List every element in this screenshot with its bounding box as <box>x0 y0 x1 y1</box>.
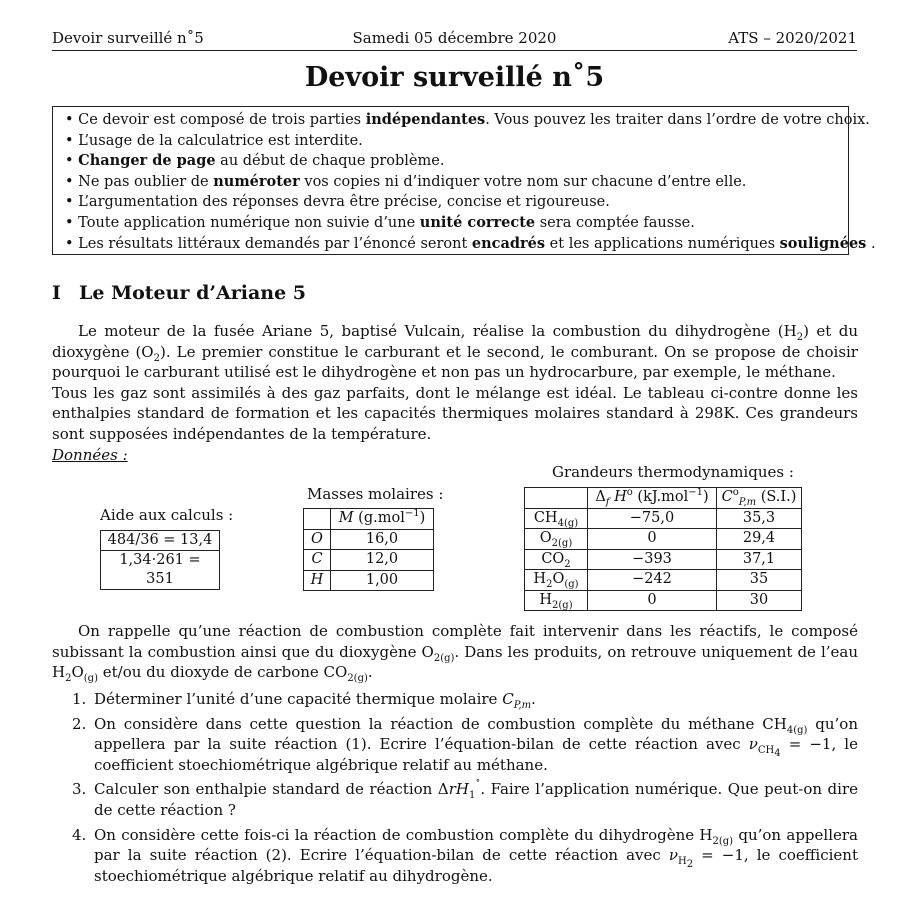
table-row: $O_{2(g)}$ 0 29,4 <box>525 529 802 550</box>
intro-text <box>52 321 858 465</box>
header-left: Devoir surveillé n˚5 <box>52 29 204 47</box>
data-heading: Données : <box>52 445 128 464</box>
section-label: Le Moteur d’Ariane 5 <box>79 282 306 304</box>
rule-item: • Changer de page au début de chaque problème. <box>65 152 445 170</box>
rule-item: • L’argumentation des réponses devra être précise, concise et rigoureuse. <box>65 194 610 211</box>
molar-mass-header: M (g.mol$^{-1}$) <box>331 509 434 530</box>
table-row: $H_2O_{(g)}$ −242 35 <box>525 570 802 591</box>
thermo-title: Grandeurs thermodynamiques : <box>552 463 794 481</box>
recall-text: On rappelle qu’une réaction de combustion complète fait intervenir dans les réactifs, le composé subissant la combustion ainsi que du dioxygène $O_{2(g)}$. Dans les produits, on retrouve uniquement de l’eau $H_2O_{(g)}$ et/ou du dioxyde de carbone $CO_{2(g)}$. <box>52 622 858 685</box>
rule-item: • Toute application numérique non suivie d’une unité correcte sera comptée fausse. <box>65 213 695 231</box>
table-row: H 1,00 <box>304 570 434 591</box>
calc-help-title: Aide aux calculs : <box>100 506 234 524</box>
instructions-box <box>52 106 876 255</box>
section-title <box>52 280 306 306</box>
table-row: C 12,0 <box>304 550 434 571</box>
question-2: 2. On considère dans cette question la réaction de combustion complète du méthane $CH_{4(g)}$ qu’on appellera par la suite réaction (1). Ecrire l’équation-bilan de cette réaction avec $\nu_{CH_4} = -1$, le coefficient stoechiométrique algébrique relatif au méthane. <box>72 714 858 774</box>
section-number: I <box>52 282 61 304</box>
molar-mass-table <box>303 508 434 591</box>
page-header <box>52 28 857 50</box>
header-date: Samedi 05 décembre 2020 <box>352 29 557 47</box>
calc-help-row: 484/36 = 13,4 <box>101 531 220 551</box>
molar-mass-title: Masses molaires : <box>307 485 444 503</box>
thermo-col-capacity: $C^o_{P,m}$ (S.I.) <box>717 488 802 509</box>
intro-paragraph-1: Le moteur de la fusée Ariane 5, baptisé Vulcain, réalise la combustion du dihydrogène $(H_2)$ et du dioxygène $(O_2)$. Le premier constitue le carburant et le second, le comburant. On se propose de choisir pourquoi le carburant utilisé est le dihydrogène et non pas un hydrocarbure, par exemple, le méthane. <box>52 322 858 382</box>
question-4: 4. On considère cette fois-ci la réaction de combustion complète du dihydrogène $H_{2(g)}$ qu’on appellera par la suite réaction (2). Ecrire l’équation-bilan de cette réaction avec $\nu_{H_2} = -1$, le coefficient stoechiométrique algébrique relatif au dihydrogène. <box>72 825 858 885</box>
rule-item: • Les résultats littéraux demandés par l’énoncé seront encadrés et les applications numériques soulignées . <box>65 234 876 252</box>
intro-paragraph-2: Tous les gaz sont assimilés à des gaz parfaits, dont le mélange est idéal. Le tableau ci-contre donne les enthalpies standard de formation et les capacités thermiques molaires standard à 298K. Ces grandeurs sont supposées indépendantes de la température. <box>52 383 858 443</box>
table-row: $CO_2$ −393 37,1 <box>525 549 802 570</box>
calc-help-box <box>100 530 220 590</box>
question-1: 1. Déterminer l’unité d’une capacité thermique molaire $C_{P,m}$. <box>72 690 536 711</box>
table-row: O 16,0 <box>304 529 434 550</box>
thermo-table <box>524 487 802 611</box>
table-row: $CH_{4(g)}$ −75,0 35,3 <box>525 508 802 529</box>
thermo-col-enthalpy: $\Delta_f$ $H^o$ (kJ.mol$^{-1}$) <box>588 488 717 509</box>
header-rule <box>52 50 857 51</box>
header-right: ATS – 2020/2021 <box>728 29 857 47</box>
rule-item: • L’usage de la calculatrice est interdite. <box>65 132 363 149</box>
page-title: Devoir surveillé n˚5 <box>304 62 605 93</box>
rule-item: • Ce devoir est composé de trois parties indépendantes. Vous pouvez les traiter dans l’ordre de votre choix. <box>65 111 870 128</box>
question-list <box>52 689 858 886</box>
table-row: $H_{2(g)}$ 0 30 <box>525 590 802 611</box>
rule-item: • Ne pas oublier de numéroter vos copies ni d’indiquer votre nom sur chacune d’entre elle. <box>65 172 747 190</box>
calc-help-row: 1,34·261 = 351 <box>101 551 220 590</box>
question-3: 3. Calculer son enthalpie standard de réaction ΔrH$_1$˚. Faire l’application numérique. Que peut-on dire de cette réaction ? <box>72 780 858 819</box>
